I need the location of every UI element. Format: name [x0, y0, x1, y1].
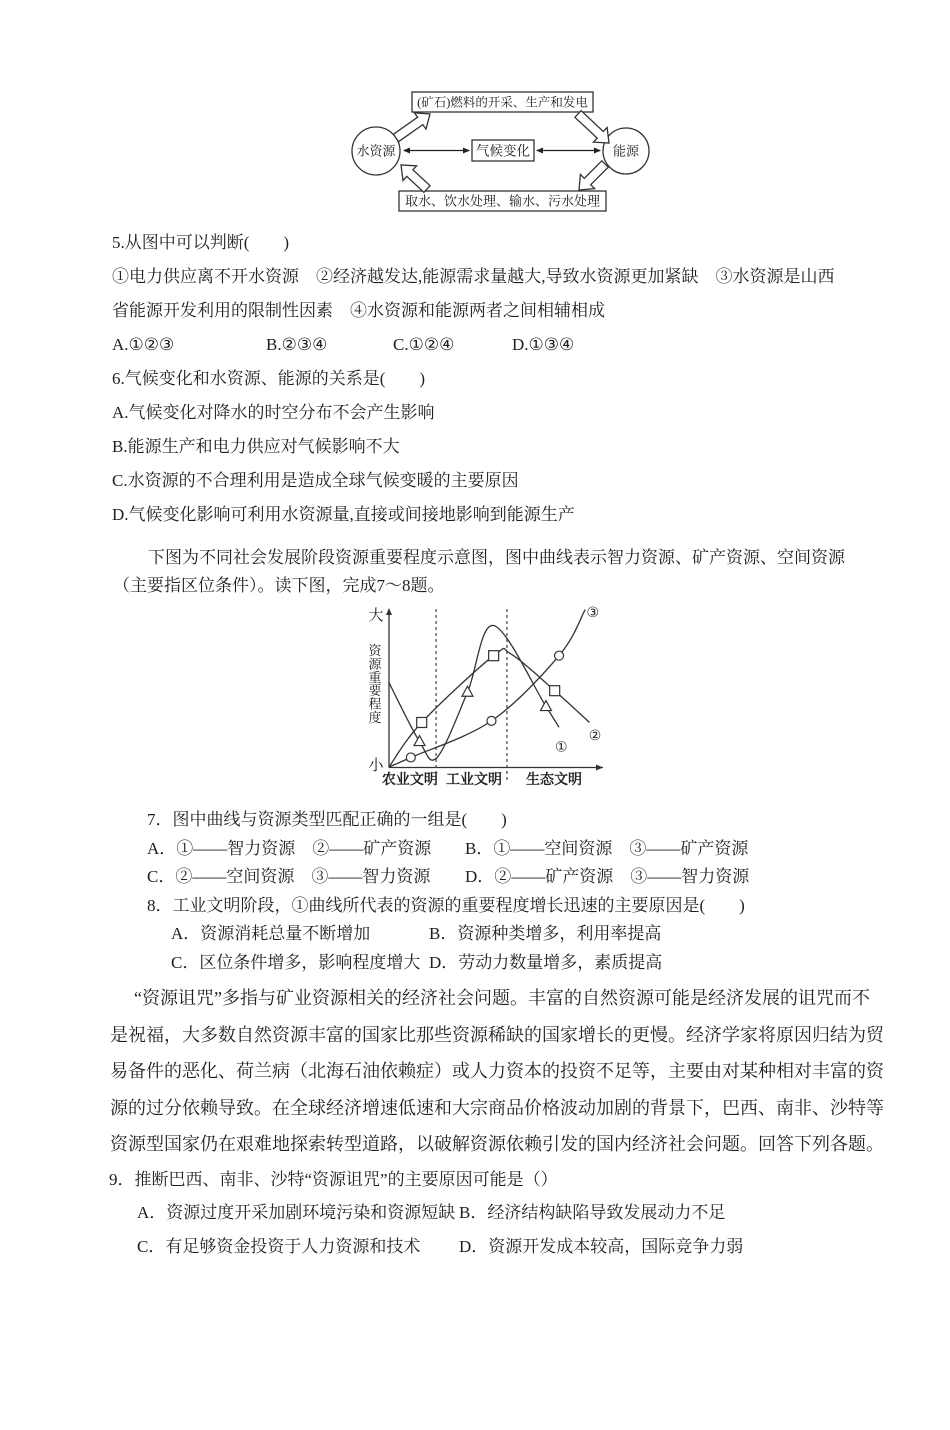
y-max-label: 大	[368, 608, 384, 624]
q9-option-a: A．资源过度开采加剧环境污染和资源短缺	[137, 1203, 456, 1223]
q5-items-line1: ①电力供应离不开水资源 ②经济越发达,能源需求量越大,导致水资源更加紧缺 ③水资源是山西	[112, 267, 835, 286]
q8-options-row2	[171, 949, 892, 978]
q6-option-c: C.水资源的不合理利用是造成全球气候变暖的主要原因	[112, 471, 519, 490]
resource-importance-chart	[365, 600, 615, 796]
svg-text:工业文明: 工业文明	[446, 773, 503, 788]
y-axis-arrow	[386, 608, 392, 615]
q6-option-b: B.能源生产和电力供应对气候影响不大	[112, 437, 400, 456]
q8-option-a: A．资源消耗总量不断增加	[171, 924, 371, 943]
q8-option-c: C．区位条件增多，影响程度增大	[171, 952, 421, 972]
q9-option-b: B．经济结构缺陷导致发展动力不足	[459, 1203, 726, 1223]
x-axis-arrow	[596, 765, 603, 771]
q8-option-d: D．劳动力数量增多，素质提高	[429, 952, 663, 972]
q6-stem: 6.气候变化和水资源、能源的关系是( )	[112, 369, 426, 388]
fuel-box-label: (矿石)燃料的开采、生产和发电	[417, 95, 588, 110]
q8-stem: 8．工业文明阶段，①曲线所代表的资源的重要程度增长迅速的主要原因是( )	[147, 895, 745, 915]
intro-line2: （主要指区位条件）。读下图，完成7～8题。	[113, 576, 445, 595]
svg-text:③: ③	[586, 605, 600, 621]
q5-options-row	[112, 328, 892, 362]
intro-line1: 下图为不同社会发展阶段资源重要程度示意图，图中曲线表示智力资源、矿产资源、空间资源	[148, 548, 845, 567]
svg-text:农业文明: 农业文明	[381, 773, 438, 788]
q7-option-b: B．①——空间资源 ③——矿产资源	[465, 838, 749, 858]
q6-option-a: A.气候变化对降水的时空分布不会产生影响	[112, 403, 435, 422]
svg-text:生态文明: 生态文明	[526, 773, 583, 788]
stage-labels	[382, 771, 582, 788]
q9-options-row2	[137, 1230, 892, 1264]
resource-importance-figure	[365, 600, 892, 801]
y-min-label: 小	[368, 758, 384, 774]
q8-option-b: B．资源种类增多，利用率提高	[429, 924, 662, 943]
q9-option-d: D．资源开发成本较高，国际竞争力弱	[459, 1236, 744, 1256]
q7-options-row1	[147, 835, 892, 864]
q5-items-line2: 省能源开发利用的限制性因素 ④水资源和能源两者之间相辅相成	[112, 301, 605, 320]
q7-option-c: C．②——空间资源 ③——智力资源	[147, 867, 431, 886]
water-energy-climate-figure	[110, 86, 892, 222]
exam-page	[0, 86, 950, 1263]
q9-option-c: C．有足够资金投资于人力资源和技术	[137, 1236, 421, 1256]
water-treatment-box-label: 取水、饮水处理、输水、污水处理	[404, 193, 601, 209]
q5-option-a: A.①②③	[112, 335, 175, 354]
question-7-8-block	[147, 806, 892, 977]
passage-line3: 易备件的恶化、荷兰病（北海石油依赖症）或人力资本的投资不足等，主要由对某种相对丰富的资	[110, 1061, 884, 1082]
resource-curse-passage	[110, 980, 892, 1163]
passage-line5: 资源型国家仍在艰难地探索转型道路，以破解资源依赖引发的国内经济社会问题。回答下列各题。	[110, 1134, 884, 1155]
q5-option-c: C.①②④	[393, 335, 455, 354]
q7-options-row2	[147, 863, 892, 892]
q7-option-a: A．①——智力资源 ②——矿产资源	[147, 838, 432, 858]
svg-text:②: ②	[588, 728, 602, 745]
q9-stem: 9．推断巴西、南非、沙特“资源诅咒”的主要原因可能是（）	[109, 1169, 558, 1189]
passage-line2: 是祝福，大多数自然资源丰富的国家比那些资源稀缺的国家增长的更慢。经济学家将原因归结为贸	[110, 1024, 884, 1045]
water-node-label: 水资源	[356, 143, 396, 159]
energy-node-label: 能源	[612, 143, 640, 159]
q9-options-row1	[137, 1196, 892, 1230]
q7-option-d: D．②——矿产资源 ③——智力资源	[465, 867, 750, 886]
q6-option-d: D.气候变化影响可利用水资源量,直接或间接地影响到能源生产	[112, 505, 575, 524]
relationship-diagram	[351, 86, 651, 222]
question-9-block	[110, 1163, 892, 1264]
q5-option-b: B.②③④	[266, 335, 328, 354]
y-axis-title: 资源重要程度	[368, 643, 382, 725]
q5-option-d: D.①③④	[512, 335, 575, 354]
climate-box-label: 气候变化	[476, 143, 530, 159]
intro-7-8	[110, 544, 892, 600]
passage-line1: “资源诅咒”多指与矿业资源相关的经济社会问题。丰富的自然资源可能是经济发展的诅咒而不	[134, 988, 870, 1008]
svg-text:①: ①	[554, 739, 568, 756]
chart-series	[389, 605, 601, 767]
q7-stem: 7．图中曲线与资源类型匹配正确的一组是( )	[147, 810, 507, 829]
question-5-6-block	[112, 226, 892, 532]
q5-stem: 5.从图中可以判断( )	[112, 233, 290, 252]
q8-options-row1	[171, 920, 892, 949]
passage-line4: 源的过分依赖导致。在全球经济增速低速和大宗商品价格波动加剧的背景下，巴西、南非、沙特等	[110, 1097, 884, 1118]
